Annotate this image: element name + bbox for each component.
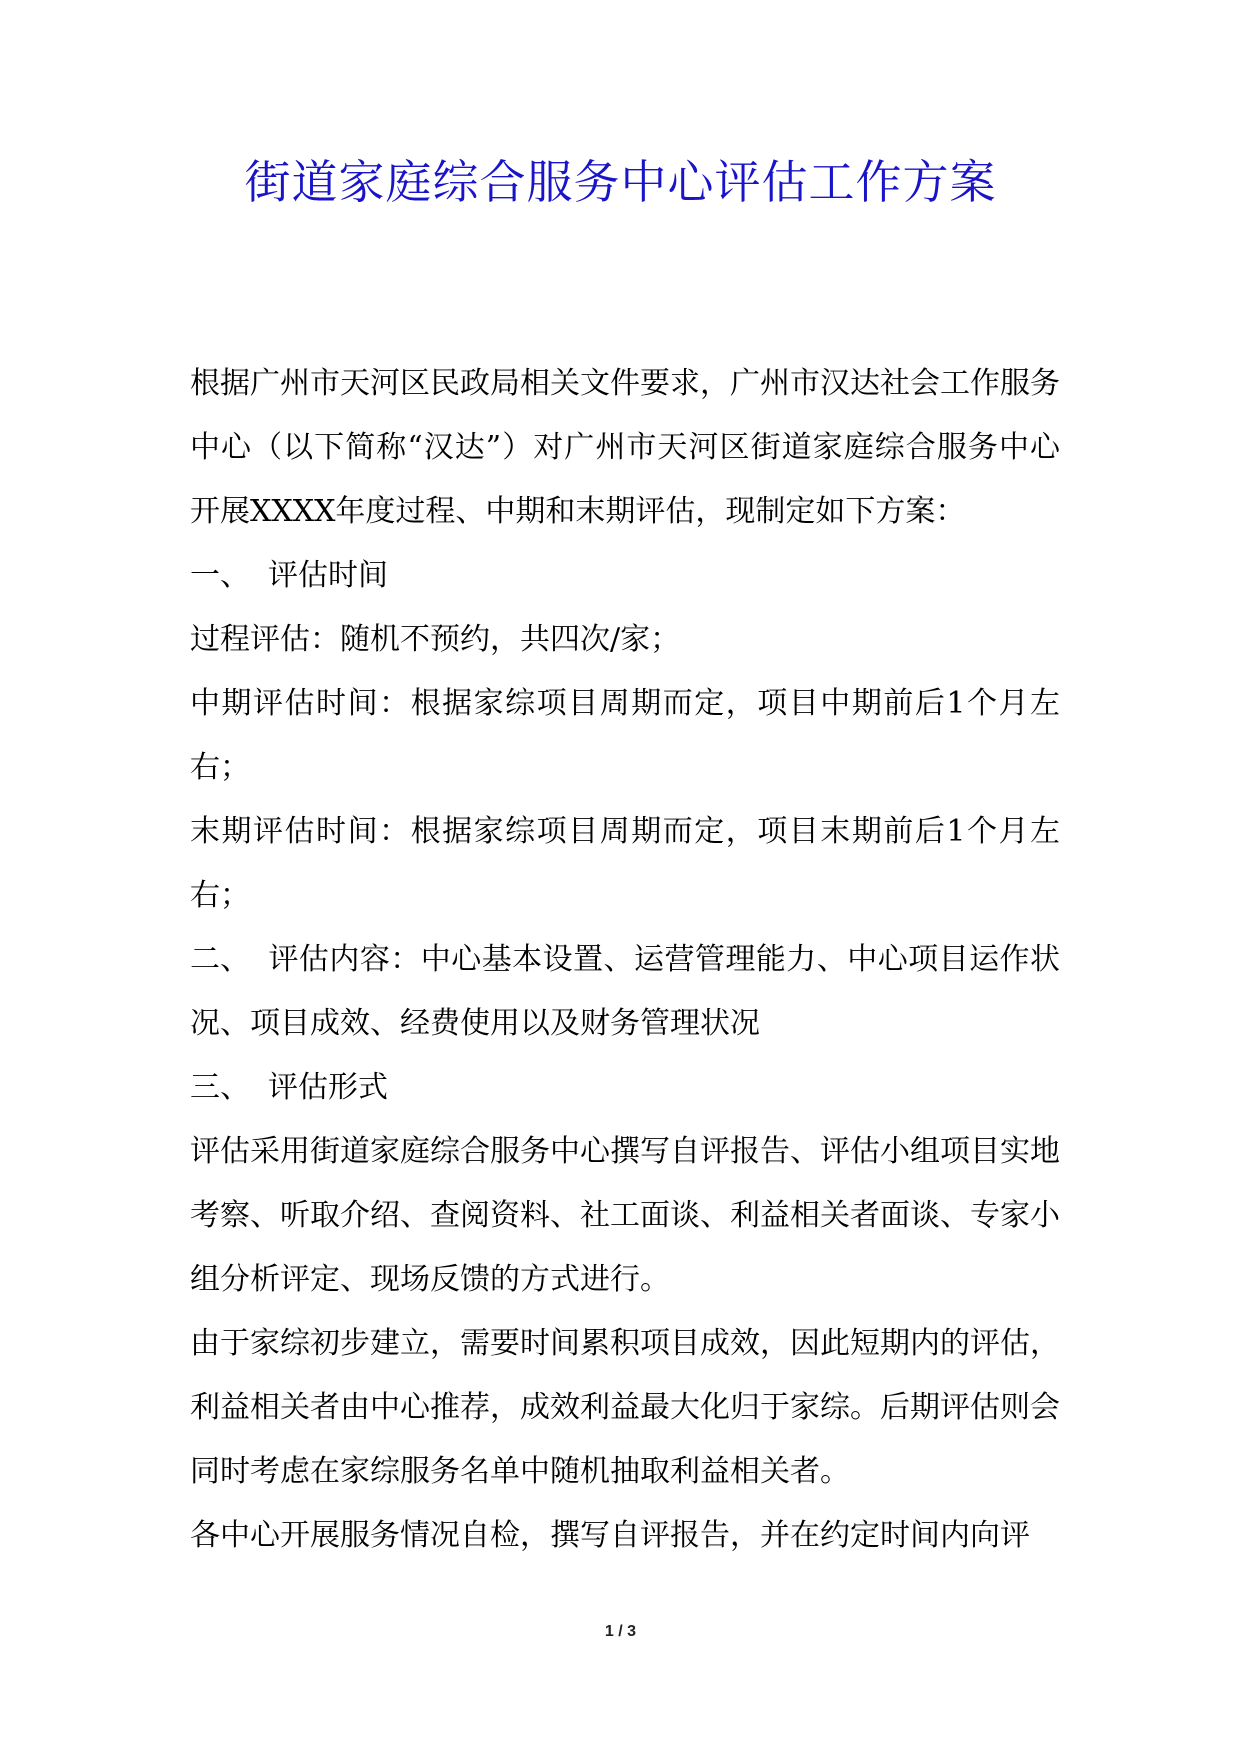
section-number-3: 三、 — [190, 1070, 250, 1105]
document-title: 街道家庭综合服务中心评估工作方案 — [244, 155, 997, 209]
self-check-paragraph: 各中心开展服务情况自检，撰写自评报告，并在约定时间内向评 — [190, 1518, 1030, 1553]
document-body — [190, 352, 1060, 1568]
stakeholder-note-paragraph: 由于家综初步建立，需要时间累积项目成效，因此短期内的评估，利益相关者由中心推荐，成效利益最大化归于家综。后期评估则会同时考虑在家综服务名单中随机抽取利益相关者。 — [190, 1326, 1060, 1489]
section-title-2: 评估内容：中心基本设置、运营管理能力、中心项目运作状况、项目成效、经费使用以及财务管理状况 — [190, 942, 1060, 1041]
section-heading-2 — [190, 928, 1060, 1056]
section-title-1: 评估时间 — [268, 558, 388, 593]
process-evaluation-paragraph: 过程评估：随机不预约，共四次/家； — [190, 622, 681, 657]
evaluation-form-paragraph: 评估采用街道家庭综合服务中心撰写自评报告、评估小组项目实地考察、听取介绍、查阅资料、社工面谈、利益相关者面谈、专家小组分析评定、现场反馈的方式进行。 — [190, 1134, 1060, 1297]
mid-evaluation-paragraph: 中期评估时间：根据家综项目周期而定，项目中期前后1个月左右； — [190, 686, 1060, 785]
intro-paragraph: 根据广州市天河区民政局相关文件要求，广州市汉达社会工作服务中心（以下简称“汉达”）对广州市天河区街道家庭综合服务中心开展XXXX年度过程、中期和末期评估，现制定如下方案： — [190, 366, 1060, 529]
final-evaluation-paragraph: 末期评估时间：根据家综项目周期而定，项目末期前后1个月左右； — [190, 814, 1060, 913]
section-number-2: 二、 — [190, 942, 250, 977]
section-title-3: 评估形式 — [268, 1070, 388, 1105]
page-number: 1 / 3 — [604, 1623, 637, 1640]
section-heading-3 — [190, 1056, 1060, 1120]
section-number-1: 一、 — [190, 558, 250, 593]
section-heading-1 — [190, 544, 1060, 608]
